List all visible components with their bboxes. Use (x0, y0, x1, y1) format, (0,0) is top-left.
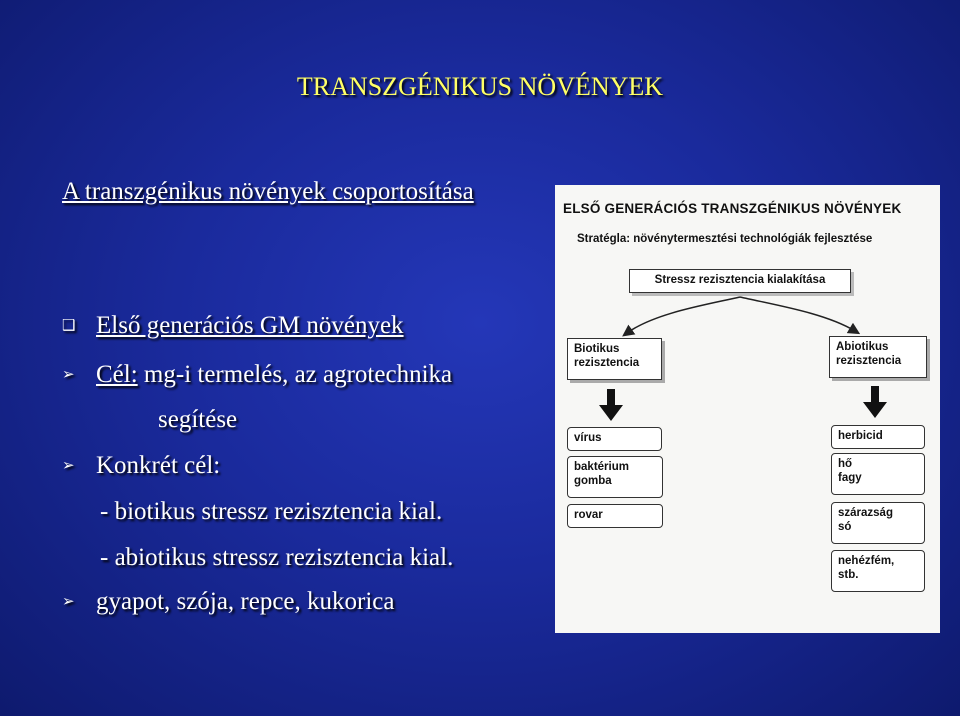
cel-label: Cél: (96, 361, 138, 388)
konkret-text: Konkrét cél: (96, 452, 221, 479)
down-arrow-icon-right (863, 386, 887, 418)
arrow-bullet-icon: ➢ (62, 456, 75, 474)
biotic-line-1: Biotikus (574, 343, 620, 355)
abiotic-resistance-box (829, 336, 927, 378)
abiotic-line-1: Abiotikus (836, 341, 889, 353)
heat-frost-box (831, 453, 925, 495)
insect-box: rovar (567, 504, 663, 528)
arrow-right (740, 297, 855, 331)
drought-label: szárazság (838, 507, 893, 519)
etc-label: stb. (838, 569, 859, 581)
abiotic-line-2: rezisztencia (836, 355, 902, 367)
bullet-first-gen (62, 312, 404, 340)
checkbox-bullet-icon: ❑ (62, 316, 76, 334)
arrow-bullet-icon: ➢ (62, 365, 75, 383)
slide-subtitle: A transzgénikus növények csoportosítása (62, 178, 474, 205)
bullet-konkret (62, 452, 220, 480)
biotic-resistance-box (567, 338, 662, 380)
crops-text: gyapot, szója, repce, kukorica (96, 588, 395, 615)
arrow-left (627, 297, 740, 333)
figure-strategy: Stratégla: növénytermesztési technológiák fejlesztése (577, 233, 873, 245)
cel-text: mg-i termelés, az agrotechnika (137, 361, 453, 388)
herbicide-box: herbicid (831, 425, 925, 449)
bacterium-label: baktérium (574, 461, 629, 473)
biotic-line-2: rezisztencia (574, 357, 640, 369)
abiotic-line: - abiotikus stressz rezisztencia kial. (100, 544, 454, 571)
stress-resistance-box: Stressz rezisztencia kialakítása (629, 269, 851, 293)
diagram-figure (555, 185, 940, 633)
biotic-line: - biotikus stressz rezisztencia kial. (100, 498, 443, 525)
slide-title: TRANSZGÉNIKUS NÖVÉNYEK (296, 72, 664, 101)
bacterium-fungus-box (567, 456, 663, 498)
salt-label: só (838, 521, 852, 533)
down-arrow-icon-left (599, 389, 623, 421)
first-gen-text: Első generációs GM növények (96, 312, 404, 339)
arrow-bullet-icon: ➢ (62, 592, 75, 610)
cel-continuation: segítése (158, 406, 238, 433)
bullet-crops (62, 588, 395, 616)
figure-heading: ELSŐ GENERÁCIÓS TRANSZGÉNIKUS NÖVÉNYEK (563, 201, 902, 216)
frost-label: fagy (838, 472, 862, 484)
virus-box: vírus (567, 427, 662, 451)
heavy-metal-label: nehézfém, (838, 555, 895, 567)
fungus-label: gomba (574, 475, 612, 487)
heavy-metal-box (831, 550, 925, 592)
bullet-cel (62, 361, 452, 389)
heat-label: hő (838, 458, 853, 470)
drought-salt-box (831, 502, 925, 544)
